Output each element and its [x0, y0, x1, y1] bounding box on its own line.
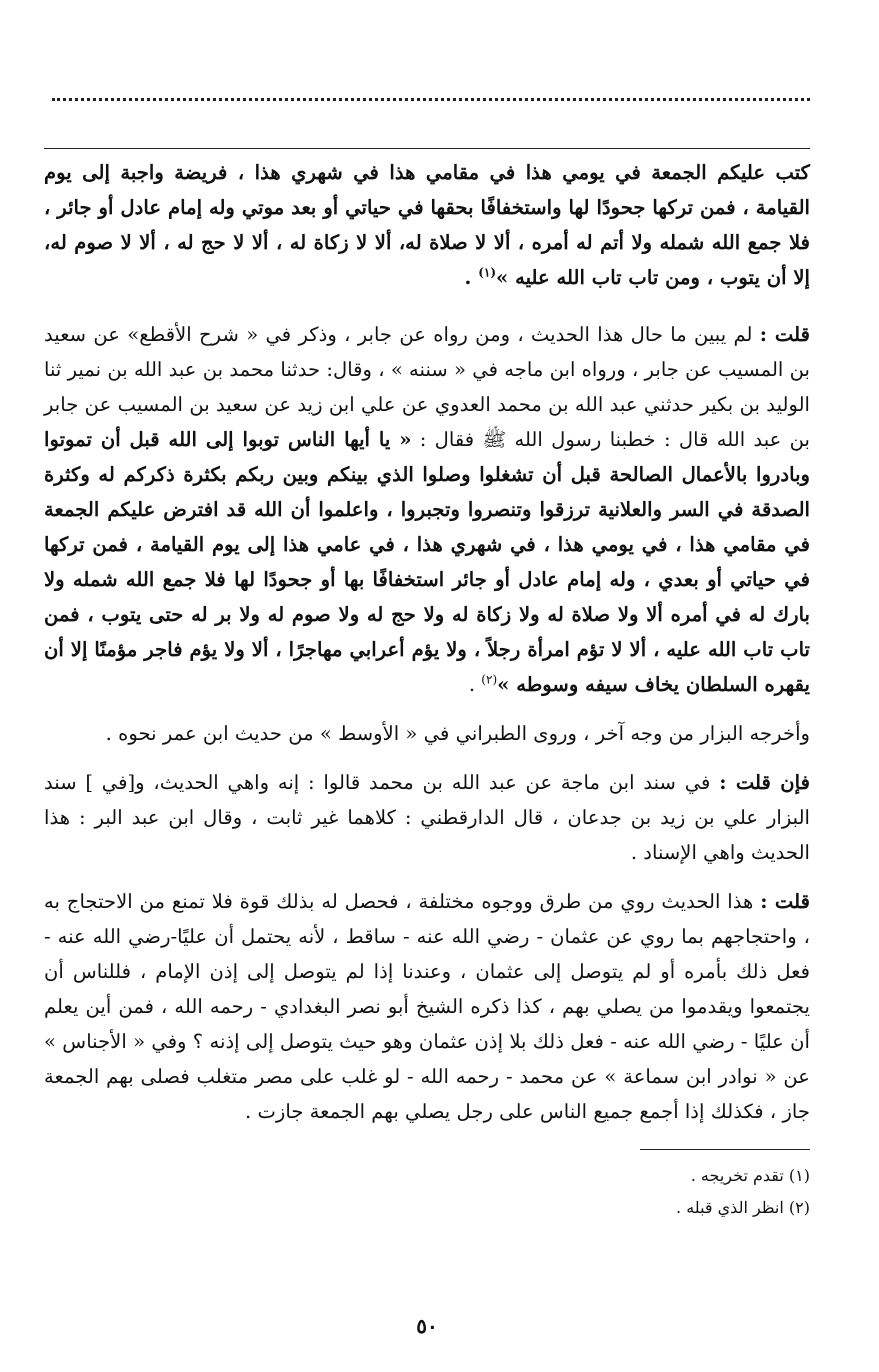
- paragraph-5: [44, 884, 810, 1129]
- footnote-ref-1: (١): [478, 265, 497, 280]
- footnote-2: (٢) انظر الذي قبله .: [676, 1198, 810, 1217]
- book-page: [44, 90, 810, 1350]
- footnote-rule: [640, 1149, 810, 1150]
- paragraph-4-text: في سند ابن ماجة عن عبد الله بن محمد قالوا : إنه واهي الحديث، و[في ] سند البزار علي بن زيد بن جدعان ، قال الدارقطني : كلاهما غير ثابت ، وقال ابن عبد البر : هذا الحديث واهي الإسناد .: [44, 771, 810, 864]
- paragraph-5-lead: قلت :: [760, 890, 810, 913]
- paragraph-5-text: هذا الحديث روي من طرق ووجوه مختلفة ، فحصل له بذلك قوة فلا تمنع من الاحتجاج به ، واحتجاجهم بما روي عن عثمان - رضي الله عنه - ساقط ، لأنه يحتمل أن عليًا-رضي الله عنه - فعل ذلك بأمره أو لم يتوصل إلى عثمان ، وعندنا إذا لم يتوصل إلى إذن الإمام ، فللناس أن يجتمعوا ويقدموا من يصلي بهم ، كذا ذكره الشيخ أبو نصر البغدادي - رحمه الله ، فمن أين يعلم أن عليًا - رضي الله عنه - فعل ذلك بلا إذن عثمان وهو حيث يتوصل إلى إذنه ؟ وفي « الأجناس » عن « نوادر ابن سماعة » عن محمد - رحمه الله - لو غلب على مصر متغلب فصلى بهم الجمعة جاز ، فكذلك إذا أجمع جميع الناس على رجل يصلي بهم الجمعة جازت .: [44, 890, 810, 1123]
- paragraph-2-text: لم يبين ما حال هذا الحديث ، ومن رواه عن جابر ، وذكر في « شرح الأقطع» عن سعيد بن المسيب عن جابر ، ورواه ابن ماجه في « سننه » ، وقال: حدثنا محمد بن عبد الله بن نمير ثنا الوليد بن بكير حدثني عبد الله بن محمد العدوي عن علي ابن زيد عن سعيد بن المسيب عن جابر بن عبد الله قال : خطبنا رسول الله ﷺ فقال :: [44, 323, 811, 451]
- paragraph-3: [44, 716, 810, 751]
- paragraph-2-quote: « يا أيها الناس توبوا إلى الله قبل أن تموتوا وبادروا بالأعمال الصالحة قبل أن تشغلوا وصلوا الذي بينكم وبين ربكم بكثرة ذكركم له وكثرة الصدقة في السر والعلانية ترزقوا وتنصروا وتجبروا ، واعلموا أن الله قد افترض عليكم الجمعة في مقامي هذا ، في يومي هذا ، في شهري هذا ، في عامي هذا إلى يوم القيامة ، فمن تركها في حياتي أو بعدي ، وله إمام عادل أو جائر استخفافًا بها أو جحودًا لها فلا جمع الله شمله ولا بارك له في أمره ألا ولا صلاة له ولا زكاة له ولا حج له ولا صوم له ولا بر له حتى يتوب ، فمن تاب تاب الله عليه ، ألا لا تؤم امرأة رجلاً ، ولا يؤم أعرابي مهاجرًا ، ألا ولا يؤم فاجر مؤمنًا إلا أن يقهره السلطان يخاف سيفه وسوطه »: [44, 428, 810, 696]
- dotted-separator: [52, 98, 810, 101]
- paragraph-4-lead: فإن قلت :: [719, 771, 810, 794]
- main-text: [44, 148, 810, 1224]
- paragraph-2: قلت : لم يبين ما حال هذا الحديث ، ومن رواه عن جابر ، وذكر في « شرح الأقطع» عن سعيد بن المسيب عن جابر ، ورواه ابن ماجه في « سننه » ، وقال: حدثنا محمد بن عبد الله بن نمير ثنا الوليد بن بكير حدثني عبد الله بن محمد العدوي عن علي ابن زيد عن سعيد بن المسيب عن جابر بن عبد الله قال : خطبنا رسول الله ﷺ فقال : « يا أيها الناس توبوا إلى الله قبل أن تموتوا وبادروا بالأعمال الصالحة قبل أن تشغلوا وصلوا الذي بينكم وبين ربكم بكثرة ذكركم له وكثرة الصدقة في السر والعلانية ترزقوا وتنصروا وتجبروا ، واعلموا أن الله قد افترض عليكم الجمعة في مقامي هذا ، في يومي هذا ، في شهري هذا ، في عامي هذا إلى يوم القيامة ، فمن تركها في حياتي أو بعدي ، وله إمام عادل أو جائر استخفافًا بها أو جحودًا لها فلا جمع الله شمله ولا بارك له في أمره ألا ولا صلاة له ولا زكاة له ولا حج له ولا صوم له ولا بر له حتى يتوب ، فمن تاب تاب الله عليه ، ألا لا تؤم امرأة رجلاً ، ولا يؤم أعرابي مهاجرًا ، ألا ولا يؤم فاجر مؤمنًا إلا أن يقهره السلطان يخاف سيفه وسوطه »$^{(٢)}$ .: [44, 323, 811, 696]
- paragraph-4: [44, 765, 810, 870]
- paragraph-3-text: وأخرجه البزار من وجه آخر ، وروى الطبراني في « الأوسط » من حديث ابن عمر نحوه .: [105, 722, 810, 745]
- footnote-1: (١) تقدم تخريجه .: [690, 1166, 810, 1185]
- page-number: ٥٠: [416, 1314, 438, 1338]
- paragraph-2-lead: قلت :: [759, 323, 810, 346]
- paragraph-1-text: كتب عليكم الجمعة في يومي هذا في مقامي هذا في شهري هذا ، فريضة واجبة إلى يوم القيامة ، فمن تركها جحودًا لها واستخفافًا بحقها في حياتي أو بعد موتي وله إمام عادل أو جائر ، فلا جمع الله شمله ولا أتم له أمره ، ألا لا صلاة له، ألا لا زكاة له ، ألا لا حج له ، ألا لا صوم له، إلا أن يتوب ، ومن تاب تاب الله عليه »: [44, 161, 810, 289]
- header-rule: [44, 148, 810, 149]
- paragraph-1: كتب عليكم الجمعة في يومي هذا في مقامي هذا في شهري هذا ، فريضة واجبة إلى يوم القيامة ، فمن تركها جحودًا لها واستخفافًا بحقها في حياتي أو بعد موتي وله إمام عادل أو جائر ، فلا جمع الله شمله ولا أتم له أمره ، ألا لا صلاة له، ألا لا زكاة له ، ألا لا حج له ، ألا لا صوم له، إلا أن يتوب ، ومن تاب تاب الله عليه »$^{(١)}$ .: [44, 161, 810, 289]
- footnote-ref-2: (٢): [481, 672, 498, 687]
